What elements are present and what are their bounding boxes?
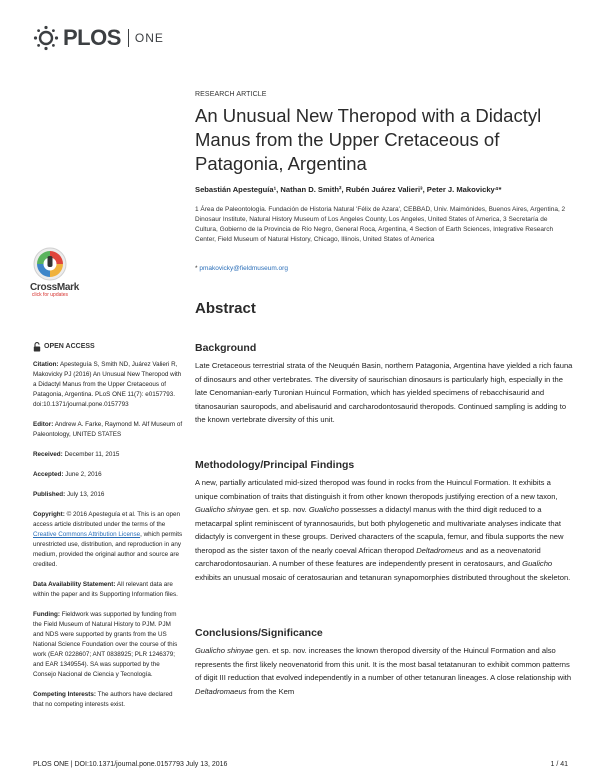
plos-one-logo [33,25,164,51]
editor-label: Editor: [33,421,54,428]
crossmark-badge[interactable] [30,247,79,298]
competing-interests-label: Competing Interests: [33,691,96,698]
crossmark-label: CrossMark [30,282,79,293]
data-availability-label: Data Availability Statement: [33,581,116,588]
crossmark-icon [33,247,67,281]
funding-text: Fieldwork was supported by funding from the Field Museum of Natural History to PJM. PJM and NDS were supported by grants from the US National Science Foundation over the course of this work (EAR 0228607; ANT 0838925; PLR 1246379; and EAR 1349554). SA was supported by the Consejo Nacional de Ciencia y Tecnología. [33,611,178,678]
received-label: Received: [33,451,63,458]
conclusions-heading: Conclusions/Significance [195,627,323,639]
published-block [33,490,183,500]
crossmark-sublabel: click for updates [31,292,69,298]
copyright-block [33,510,183,570]
citation-label: Citation: [33,361,59,368]
article-type: RESEARCH ARTICLE [195,91,267,98]
page-number: 1 / 41 [550,761,568,768]
methods-text-4: and as a neovenatorid carcharodontosaurian. A number of these features are independently present in ceratosaurs, and [195,545,541,568]
taxon-name: Gualicho [308,505,339,514]
methods-text-2: gen. et sp. nov. [253,505,309,514]
email-link[interactable]: pmakovicky@fieldmuseum.org [199,265,288,272]
logo-separator [128,29,129,47]
open-access-label [33,342,183,352]
methods-paragraph [195,476,573,584]
competing-interests-text: The authors have declared that no competing interests exist. [33,691,173,708]
accepted-date: June 2, 2016 [65,471,102,478]
received-block [33,450,183,460]
published-date: July 13, 2016 [66,491,105,498]
methods-text-3: possesses a didactyl manus with the third digit reduced to a metacarpal splint reminiscent of tyrannosaurids, but both phylogenetic and multivariate analyses indicate that didactyly is convergent in these groups. Derived characters of the scapula, femur, and fibula supports the new theropod as the sister taxon of the nearly coeval African theropod [195,505,564,555]
taxon-name: Gualicho [522,559,553,568]
open-access-text: OPEN ACCESS [44,343,95,350]
page-footer [33,761,568,768]
abstract-heading: Abstract [195,300,256,317]
accepted-block [33,470,183,480]
data-availability-text: All relevant data are within the paper and its Supporting Information files. [33,581,178,598]
funding-block [33,610,183,680]
editor-text: Andrew A. Farke, Raymond M. Alf Museum of Paleontology, UNITED STATES [33,421,183,438]
footer-citation: PLOS ONE | DOI:10.1371/journal.pone.0157793 July 13, 2016 [33,761,228,768]
plos-dots-logo-icon [33,25,59,51]
logo-journal-text: ONE [134,31,164,45]
editor-block [33,420,183,440]
corresponding-email[interactable] [195,265,288,272]
copyright-label: Copyright: [33,511,65,518]
article-title: An Unusual New Theropod with a Didactyl Manus from the Upper Cretaceous of Patagonia, Argentina [195,105,542,174]
conclusions-text-2: from the Kem [246,686,295,696]
citation-block [33,360,183,410]
article-info-sidebar [33,342,183,720]
methods-text-1: A new, partially articulated mid-sized theropod was found in rocks from the Huincul Formation. It exhibits a unique combination of traits that distinguish it from other known theropods justifying erection of a new taxon, [195,478,558,501]
taxon-name: Deltadromaeus [195,686,247,696]
corresponding-star: * [195,265,198,272]
accepted-label: Accepted: [33,471,64,478]
published-label: Published: [33,491,66,498]
methods-heading: Methodology/Principal Findings [195,459,355,471]
competing-interests-block [33,690,183,710]
funding-label: Funding: [33,611,60,618]
background-paragraph: Late Cretaceous terrestrial strata of the Neuquén Basin, northern Patagonia, Argentina have yielded a rich fauna of dinosaurs and other vertebrates. The diversity of saurischian dinosaurs is particularly high, especially in the late Cenomanian-early Turonian Huincul Formation, which has yielded specimens of rebacchisaurid and titanosaurian sauropods, and abelisaurid and carcharodontosaurid theropods. Continued sampling is adding to the known vertebrate diversity of this unit. [195,361,573,424]
conclusions-text-1: gen. et sp. nov. increases the known theropod diversity of the Huincul Formation and also represents the first likely neovenatorid from this unit. It is the most basal tetatanuran to exhibit common patterns of digit III reduction that evolved independently in a number of other tetanuran lineages. A close relationship with [195,646,572,682]
methods-text-5: exhibits an unusual mosaic of ceratosaurian and tetanuran synapomorphies distributed throughout the skeleton. [195,572,571,582]
received-date: December 11, 2015 [64,451,120,458]
citation-text: Apesteguía S, Smith ND, Juárez Valieri R, Makovicky PJ (2016) An Unusual New Theropod with a Didactyl Manus from the Upper Cretaceous of Patagonia, Argentina. PLoS ONE 11(7): e0157793. doi:10.1371/journal.pone.0157793 [33,361,182,408]
taxon-name: Deltadromeus [416,545,464,555]
open-lock-icon [33,342,41,352]
data-availability-block [33,580,183,600]
taxon-name: Gualicho shinyae [195,505,254,514]
license-link[interactable]: Creative Commons Attribution License [33,531,141,538]
background-heading: Background [195,342,257,354]
logo-plos-text: PLOS [63,25,121,50]
copyright-text-2: , which permits unrestricted use, distribution, and reproduction in any medium, provided the original author and source are credited. [33,531,183,568]
conclusions-paragraph [195,644,573,698]
copyright-text-1: © 2016 Apesteguía et al. This is an open access article distributed under the terms of the [33,511,180,528]
author-list: Sebastián Apesteguía¹, Nathan D. Smith², Rubén Juárez Valieri³, Peter J. Makovicky⁴* [195,185,502,194]
affiliations: 1 Área de Paleontología. Fundación de Historia Natural 'Félix de Azara', CEBBAD, Univ. Maimónides, Buenos Aires, Argentina, 2 Dinosaur Institute, Natural History Museum of Los Angeles County, Los Angeles, United States of America, 3 Secretaría de Cultura, Gobierno de la Provincia de Río Negro, General Roca, Argentina, 4 Section of Earth Sciences, Integrative Research Center, Field Museum of Natural History, Chicago, Illinois, United States of America [195,206,566,243]
taxon-name: Gualicho shinyae [195,646,254,655]
